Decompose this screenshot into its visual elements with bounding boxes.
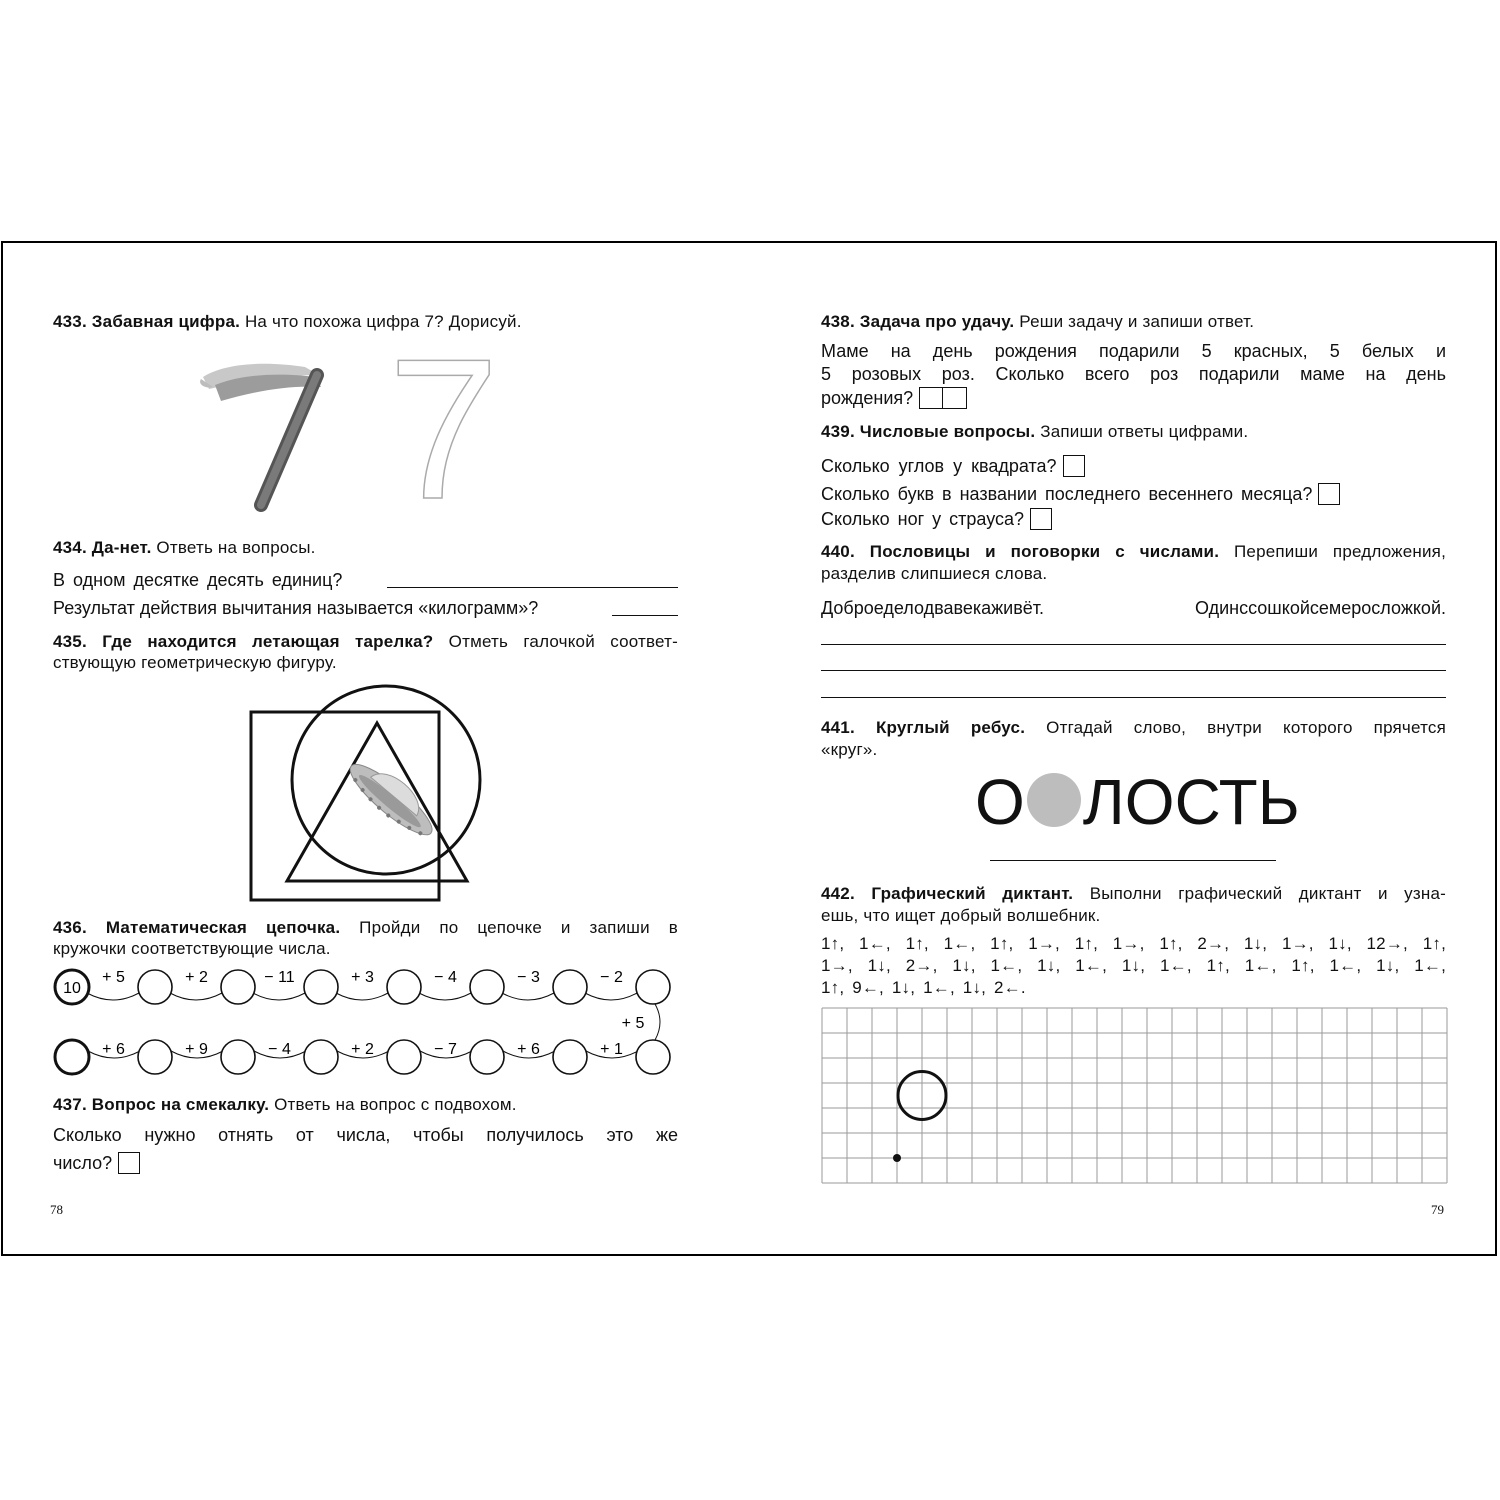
chain-op-bottom: + 1 bbox=[600, 1041, 623, 1058]
dictation-line-2: 1→, 1↓, 2→, 1↓, 1←, 1↓, 1←, 1↓, 1←, 1↑, 1←, 1↑, 1←, 1↓, 1←, bbox=[821, 956, 1446, 975]
chain-op-bottom: + 6 bbox=[517, 1041, 540, 1058]
answer-line-434-1[interactable] bbox=[387, 587, 678, 588]
task-438-line3: рождения? bbox=[821, 386, 967, 410]
question-439-2: Сколько букв в названии последнего весеннего месяца? bbox=[821, 482, 1340, 506]
task-435-line2: ствующую геометрическую фигуру. bbox=[53, 653, 337, 672]
chain-arrow-top bbox=[253, 993, 305, 1000]
task-434-header: 434. Да-нет. Ответь на вопросы. bbox=[53, 538, 316, 557]
question-437-line2: число? bbox=[53, 1151, 140, 1175]
chain-circle-bottom[interactable] bbox=[221, 1040, 255, 1074]
chain-op-top: + 2 bbox=[185, 969, 208, 986]
task-433-header: 433. Забавная цифра. На что похожа цифра 7? Дорисуй. bbox=[53, 312, 522, 331]
chain-op-top: + 3 bbox=[351, 969, 374, 986]
ufo-icon bbox=[341, 750, 444, 845]
write-line-3[interactable] bbox=[821, 697, 1446, 698]
chain-circle-bottom[interactable] bbox=[470, 1040, 504, 1074]
write-line-2[interactable] bbox=[821, 670, 1446, 671]
proverb-1: Доброеделодвавекаживёт. bbox=[821, 598, 1045, 618]
chain-arrow-top bbox=[170, 993, 222, 1000]
page-number-left: 78 bbox=[50, 1202, 63, 1217]
task-439-header: 439. Числовые вопросы. Запиши ответы цифрами. bbox=[821, 422, 1249, 441]
chain-start-value: 10 bbox=[63, 980, 81, 997]
shapes-ufo-figure bbox=[245, 683, 485, 905]
chain-op-top: − 3 bbox=[517, 969, 540, 986]
chain-circle-top[interactable] bbox=[470, 970, 504, 1004]
task-435-header: 435. Где находится летающая тарелка? Отметь галочкой соответ- bbox=[53, 632, 678, 651]
chain-op-bottom: − 7 bbox=[434, 1041, 457, 1058]
task-442-header: 442. Графический диктант. Выполни графический диктант и узна- bbox=[821, 884, 1446, 903]
task-441-header: 441. Круглый ребус. Отгадай слово, внутри которого прячется bbox=[821, 718, 1446, 737]
dictation-line-3: 1↑, 9←, 1↓, 1←, 1↓, 2←. bbox=[821, 978, 1026, 997]
answer-box-437[interactable] bbox=[118, 1152, 140, 1174]
answer-box-439-1[interactable] bbox=[1063, 455, 1085, 477]
chain-circle-top[interactable] bbox=[553, 970, 587, 1004]
chain-circle-top[interactable] bbox=[221, 970, 255, 1004]
question-437-line1: Сколько нужно отнять от числа, чтобы получилось это же bbox=[53, 1125, 678, 1145]
chain-op-top: + 5 bbox=[102, 969, 125, 986]
task-438-line1: Маме на день рождения подарили 5 красных, 5 белых и bbox=[821, 341, 1446, 361]
chain-op-bottom: + 2 bbox=[351, 1041, 374, 1058]
chain-arrow-top bbox=[87, 993, 139, 1000]
task-437-header: 437. Вопрос на смекалку. Ответь на вопрос с подвохом. bbox=[53, 1095, 517, 1114]
chain-arrow-top bbox=[585, 993, 637, 1000]
chain-op-top: − 4 bbox=[434, 969, 457, 986]
answer-line-434-2[interactable] bbox=[612, 615, 678, 616]
chain-circle-top[interactable] bbox=[387, 970, 421, 1004]
dictation-line-1: 1↑, 1←, 1↑, 1←, 1↑, 1→, 1↑, 1→, 1↑, 2→, 1↓, 1→, 1↓, 12→, 1↑, bbox=[821, 934, 1446, 953]
chain-circle-top[interactable] bbox=[636, 970, 670, 1004]
answer-box-438[interactable] bbox=[919, 387, 967, 409]
chain-circle-bottom[interactable] bbox=[304, 1040, 338, 1074]
seven-scythe-picture bbox=[195, 355, 335, 515]
chain-op-bottom: + 6 bbox=[102, 1041, 125, 1058]
dictation-grid[interactable] bbox=[820, 1006, 1450, 1186]
question-434-1: В одном десятке десять единиц? bbox=[53, 570, 343, 590]
chain-circle-top[interactable] bbox=[304, 970, 338, 1004]
task-436-header: 436. Математическая цепочка. Пройди по цепочке и запиши в bbox=[53, 918, 678, 937]
chain-op-top: − 11 bbox=[264, 969, 295, 986]
task-438-line2: 5 розовых роз. Сколько всего роз подарили маме на день bbox=[821, 364, 1446, 384]
math-chain bbox=[50, 960, 680, 1080]
task-442-line2: ешь, что ищет добрый волшебник. bbox=[821, 906, 1101, 925]
rebus-word: О ЛОСТЬ bbox=[975, 766, 1300, 838]
task-436-line2: кружочки соответствующие числа. bbox=[53, 939, 331, 958]
grid-start-dot bbox=[893, 1154, 901, 1162]
question-439-1: Сколько углов у квадрата? bbox=[821, 454, 1085, 478]
chain-circle-bottom[interactable] bbox=[387, 1040, 421, 1074]
page-number-right: 79 bbox=[1431, 1202, 1444, 1217]
chain-op-top: − 2 bbox=[600, 969, 623, 986]
question-434-2: Результат действия вычитания называется «килограмм»? bbox=[53, 598, 539, 618]
write-line-1[interactable] bbox=[821, 644, 1446, 645]
rebus-answer-line[interactable] bbox=[990, 860, 1276, 861]
chain-circle-bottom[interactable] bbox=[636, 1040, 670, 1074]
gray-circle-icon bbox=[1027, 773, 1081, 827]
chain-op-bottom: − 4 bbox=[268, 1041, 291, 1058]
chain-arrow-top bbox=[419, 993, 471, 1000]
task-441-line2: «круг». bbox=[821, 740, 878, 759]
chain-end-circle[interactable] bbox=[55, 1040, 89, 1074]
question-439-3: Сколько ног у страуса? bbox=[821, 507, 1052, 531]
chain-arrow-side bbox=[655, 1004, 660, 1040]
task-440-line2: разделив слипшиеся слова. bbox=[821, 564, 1048, 583]
chain-op-bottom: + 9 bbox=[185, 1041, 208, 1058]
chain-arrow-top bbox=[502, 993, 554, 1000]
answer-box-439-3[interactable] bbox=[1030, 508, 1052, 530]
task-438-header: 438. Задача про удачу. Реши задачу и запиши ответ. bbox=[821, 312, 1255, 331]
chain-circle-bottom[interactable] bbox=[553, 1040, 587, 1074]
answer-box-439-2[interactable] bbox=[1318, 483, 1340, 505]
chain-op-side: + 5 bbox=[621, 1015, 645, 1032]
outline-digit-seven: 7 bbox=[388, 318, 500, 541]
task-440-header: 440. Пословицы и поговорки с числами. Перепиши предложения, bbox=[821, 542, 1446, 561]
chain-arrow-top bbox=[336, 993, 388, 1000]
chain-circle-top[interactable] bbox=[138, 970, 172, 1004]
proverb-2: Одинссошкойсемеросложкой. bbox=[1194, 598, 1446, 618]
chain-circle-bottom[interactable] bbox=[138, 1040, 172, 1074]
